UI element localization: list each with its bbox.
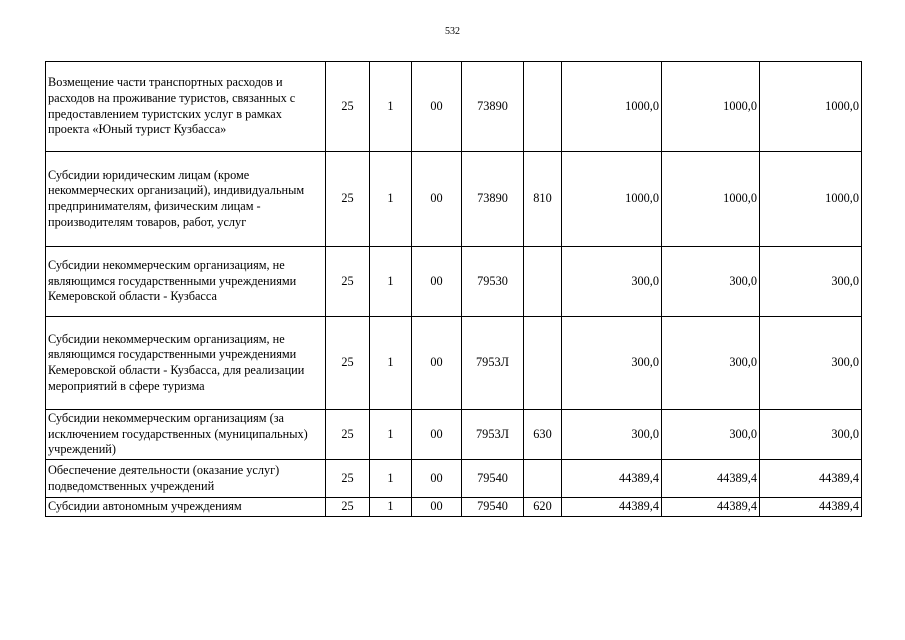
- row-amount-cell: 44389,4: [760, 460, 862, 498]
- row-code-cell: 25: [326, 460, 370, 498]
- row-name-cell: Субсидии юридическим лицам (кроме некоммерческих организаций), индивидуальным предпринимателям, физическим лицам - производителям товаров, работ, услуг: [46, 152, 326, 247]
- table-row: [46, 152, 862, 247]
- row-expense-type-cell: 620: [524, 498, 562, 517]
- row-code-cell: 25: [326, 410, 370, 460]
- row-target-article-cell: 73890: [462, 62, 524, 152]
- row-amount-cell: 300,0: [662, 247, 760, 317]
- row-amount-cell: 1000,0: [760, 62, 862, 152]
- row-expense-type-cell: 810: [524, 152, 562, 247]
- row-amount-cell: 300,0: [562, 247, 662, 317]
- row-amount-cell: 300,0: [760, 317, 862, 410]
- row-amount-cell: 300,0: [760, 410, 862, 460]
- row-target-article-cell: 7953Л: [462, 317, 524, 410]
- table-row: [46, 62, 862, 152]
- table-row: [46, 460, 862, 498]
- row-amount-cell: 1000,0: [760, 152, 862, 247]
- row-code-cell: 25: [326, 152, 370, 247]
- row-target-article-cell: 79530: [462, 247, 524, 317]
- row-amount-cell: 1000,0: [562, 62, 662, 152]
- page-number: 532: [445, 26, 460, 37]
- row-amount-cell: 44389,4: [662, 498, 760, 517]
- row-target-article-cell: 79540: [462, 460, 524, 498]
- row-code-cell: 00: [412, 460, 462, 498]
- row-amount-cell: 300,0: [760, 247, 862, 317]
- row-code-cell: 1: [370, 247, 412, 317]
- row-code-cell: 1: [370, 460, 412, 498]
- row-amount-cell: 44389,4: [662, 460, 760, 498]
- row-amount-cell: 44389,4: [562, 460, 662, 498]
- row-code-cell: 00: [412, 498, 462, 517]
- row-code-cell: 1: [370, 410, 412, 460]
- row-code-cell: 25: [326, 62, 370, 152]
- row-name-cell: Субсидии некоммерческим организациям (за исключением государственных (муниципальных) учреждений): [46, 410, 326, 460]
- row-name-cell: Субсидии автономным учреждениям: [46, 498, 326, 517]
- row-code-cell: 00: [412, 410, 462, 460]
- row-code-cell: 1: [370, 62, 412, 152]
- table-row: [46, 247, 862, 317]
- row-expense-type-cell: [524, 62, 562, 152]
- row-name-cell: Обеспечение деятельности (оказание услуг) подведомственных учреждений: [46, 460, 326, 498]
- row-code-cell: 25: [326, 247, 370, 317]
- row-code-cell: 00: [412, 152, 462, 247]
- row-amount-cell: 300,0: [662, 410, 760, 460]
- row-expense-type-cell: [524, 460, 562, 498]
- row-code-cell: 1: [370, 317, 412, 410]
- row-amount-cell: 1000,0: [562, 152, 662, 247]
- row-code-cell: 00: [412, 62, 462, 152]
- row-target-article-cell: 7953Л: [462, 410, 524, 460]
- row-amount-cell: 300,0: [562, 317, 662, 410]
- row-expense-type-cell: [524, 247, 562, 317]
- budget-table: [45, 61, 862, 517]
- row-code-cell: 25: [326, 498, 370, 517]
- row-name-cell: Возмещение части транспортных расходов и расходов на проживание туристов, связанных с предоставлением туристских услуг в рамках проекта «Юный турист Кузбасса»: [46, 62, 326, 152]
- row-target-article-cell: 79540: [462, 498, 524, 517]
- row-amount-cell: 1000,0: [662, 62, 760, 152]
- row-amount-cell: 1000,0: [662, 152, 760, 247]
- row-code-cell: 1: [370, 498, 412, 517]
- table-row: [46, 410, 862, 460]
- row-name-cell: Субсидии некоммерческим организациям, не являющимся государственными учреждениями Кемеровской области - Кузбасса, для реализации мероприятий в сфере туризма: [46, 317, 326, 410]
- table-row: [46, 498, 862, 517]
- row-amount-cell: 44389,4: [760, 498, 862, 517]
- row-target-article-cell: 73890: [462, 152, 524, 247]
- table-row: [46, 317, 862, 410]
- row-amount-cell: 44389,4: [562, 498, 662, 517]
- row-code-cell: 1: [370, 152, 412, 247]
- row-amount-cell: 300,0: [662, 317, 760, 410]
- row-code-cell: 00: [412, 247, 462, 317]
- row-amount-cell: 300,0: [562, 410, 662, 460]
- row-code-cell: 25: [326, 317, 370, 410]
- row-expense-type-cell: [524, 317, 562, 410]
- row-name-cell: Субсидии некоммерческим организациям, не являющимся государственными учреждениями Кемеровской области - Кузбасса: [46, 247, 326, 317]
- row-code-cell: 00: [412, 317, 462, 410]
- row-expense-type-cell: 630: [524, 410, 562, 460]
